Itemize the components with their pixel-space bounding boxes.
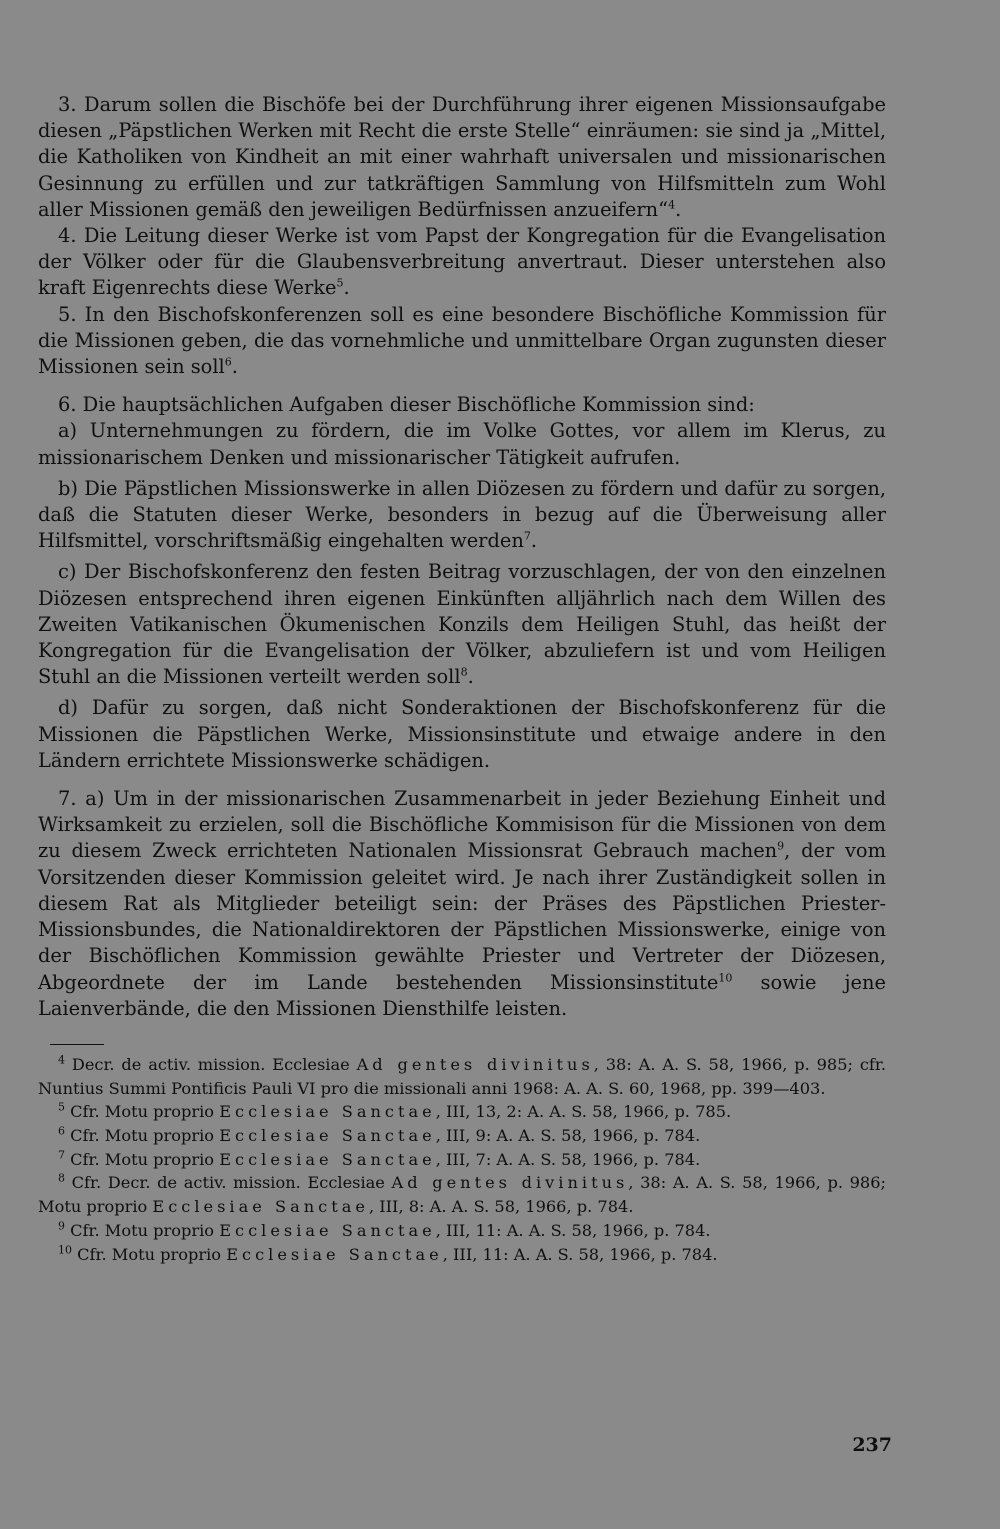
footnote-ref[interactable]: 4 — [668, 198, 676, 212]
paragraph-6: 6. Die hauptsächlichen Aufgaben dieser Bischöfliche Kommission sind: — [58, 393, 755, 417]
footnote-mark: 9 — [58, 1219, 65, 1233]
footnote-mark: 6 — [58, 1124, 65, 1138]
footnote-ref[interactable]: 9 — [777, 840, 785, 854]
footnote-divider — [50, 1044, 104, 1045]
footnote-ref[interactable]: 5 — [336, 276, 344, 290]
footnote-ref[interactable]: 6 — [224, 355, 232, 369]
footnote-7: $^7$ Cfr. Motu proprio Ecclesiae Sanctae, III, 7: A. A. S. 58, 1966, p. 784. — [58, 1148, 701, 1169]
paragraph-6c: c) Der Bischofskonferenz den festen Beitrag vorzuschlagen, der von den einzelnen Diözesen entsprechend ihren eigenen Einkünften alljährlich nach dem Willen des Zweiten Vatikanischen Ökumenischen Konzils dem Heiligen Stuhl, das heißt der Kongregation für die Evangelisation der Völker, abzuliefern ist und vom Heiligen Stuhl an die Missionen verteilt werden soll$^8$. — [38, 560, 886, 689]
footnote-4: $^4$ Decr. de activ. mission. Ecclesiae Ad gentes divinitus, 38: A. A. S. 58, 1966, p. 985; cfr. Nuntius Summi Pontificis Pauli VI pro die missionali anni 1968: A. A. S. 60, 1968, pp. 399—403. — [38, 1053, 886, 1098]
body-text — [38, 92, 886, 1022]
footnote-9: $^9$ Cfr. Motu proprio Ecclesiae Sanctae, III, 11: A. A. S. 58, 1966, p. 784. — [58, 1219, 711, 1240]
footnote-ref[interactable]: 10 — [718, 971, 733, 985]
footnote-8: $^8$ Cfr. Decr. de activ. mission. Ecclesiae Ad gentes divinitus, 38: A. A. S. 58, 1966, p. 986; Motu proprio Ecclesiae Sanctae, III, 8: A. A. S. 58, 1966, p. 784. — [38, 1172, 886, 1217]
paragraph-6b: b) Die Päpstlichen Missionswerke in allen Diözesen zu fördern und dafür zu sorgen, daß die Statuten dieser Werke, besonders in bezug auf die Überweisung aller Hilfsmittel, vorschriftsmäßig eingehalten werden$^7$. — [38, 476, 886, 553]
paragraph-3: 3. Darum sollen die Bischöfe bei der Durchführung ihrer eigenen Missionsaufgabe diesen „Päpstlichen Werken mit Recht die erste Stelle“ einräumen: sie sind ja „Mittel, die Katholiken von Kindheit an mit einer wahrhaft universalen und missionarischen Gesinnung zu erfüllen und zur tatkräftigen Sammlung von Hilfsmitteln zum Wohl aller Missionen gemäß den jeweiligen Bedürfnissen anzueifern“$^4$. — [38, 93, 886, 221]
paragraph-6d: d) Dafür zu sorgen, daß nicht Sonderaktionen der Bischofskonferenz für die Missionen die Päpstlichen Werke, Missionsinstitute und etwaige andere in den Ländern errichtete Missionswerke schädigen. — [38, 696, 886, 772]
footnote-10: $^{10}$ Cfr. Motu proprio Ecclesiae Sanctae, III, 11: A. A. S. 58, 1966, p. 784. — [58, 1243, 718, 1264]
footnote-mark: 10 — [58, 1243, 72, 1257]
footnote-6: $^6$ Cfr. Motu proprio Ecclesiae Sanctae, III, 9: A. A. S. 58, 1966, p. 784. — [58, 1124, 701, 1146]
footnote-ref[interactable]: 8 — [460, 665, 468, 679]
footnote-5: $^5$ Cfr. Motu proprio Ecclesiae Sanctae, III, 13, 2: A. A. S. 58, 1966, p. 785. — [58, 1100, 732, 1122]
paragraph-4: 4. Die Leitung dieser Werke ist vom Papst der Kongregation für die Evangelisation der Völker oder für die Glaubensverbreitung anvertraut. Dieser unterstehen also kraft Eigenrechts diese Werke$^5$. — [38, 224, 886, 300]
paragraph-7a: 7. a) Um in der missionarischen Zusammenarbeit in jeder Beziehung Einheit und Wirksamkeit zu erzielen, soll die Bischöfliche Kommisison für die Missionen von dem zu diesem Zweck errichteten Nationalen Missionsrat Gebrauch machen$^9$, der vom Vorsitzenden dieser Kommission geleitet wird. Je nach ihrer Zuständigkeit sollen in diesem Rat als Mitglieder beteiligt sein: der Präses des Päpstlichen Priester-Missionsbundes, die Nationaldirektoren der Päpstlichen Missionswerke, einige von der Bischöflichen Kommission gewählte Priester und Vertreter der Diözesen, Abgeordnete der im Lande bestehenden Missionsinstitute$^{10}$ sowie jene Laienverbände, die den Missionen Diensthilfe leisten. — [38, 787, 886, 1020]
paragraph-5: 5. In den Bischofskonferenzen soll es eine besondere Bischöfliche Kommission für die Missionen geben, die das vornehmliche und unmittelbare Organ zugunsten dieser Missionen sein soll$^6$. — [38, 302, 886, 379]
page-content — [38, 92, 886, 1266]
footnotes — [38, 1053, 886, 1266]
footnote-mark: 8 — [58, 1172, 65, 1186]
footnote-mark: 7 — [58, 1148, 65, 1162]
page-number: 237 — [852, 1434, 892, 1456]
footnote-ref[interactable]: 7 — [523, 529, 531, 543]
footnote-mark: 5 — [58, 1100, 65, 1114]
footnote-mark: 4 — [58, 1053, 65, 1067]
paragraph-6a: a) Unternehmungen zu fördern, die im Volke Gottes, vor allem im Klerus, zu missionarischem Denken und missionarischer Tätigkeit aufrufen. — [38, 419, 886, 469]
